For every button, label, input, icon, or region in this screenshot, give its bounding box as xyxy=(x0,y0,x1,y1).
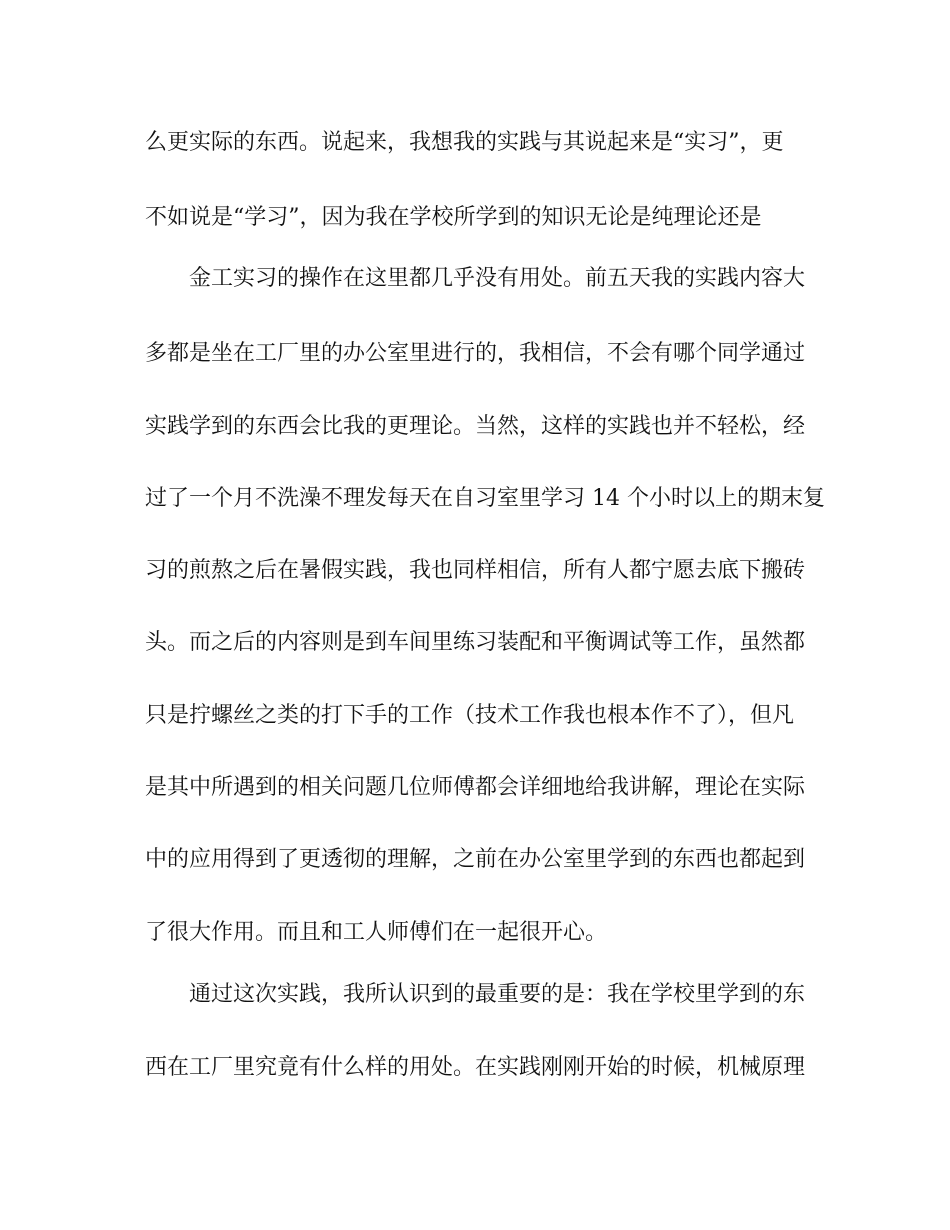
text-line: 中的应用得到了更透彻的理解，之前在办公室里学到的东西也都起到 xyxy=(145,847,806,872)
text-line: 头。而之后的内容则是到车间里练习装配和平衡调试等工作，虽然都 xyxy=(145,630,806,655)
text-line: 实践学到的东西会比我的更理论。当然，这样的实践也并不轻松，经 xyxy=(145,414,806,439)
text-line: 是其中所遇到的相关问题几位师傅都会详细地给我讲解，理论在实际 xyxy=(145,775,806,800)
text-line: 不如说是“学习”，因为我在学校所学到的知识无论是纯理论还是 xyxy=(145,205,762,230)
text-line: 多都是坐在工厂里的办公室里进行的，我相信，不会有哪个同学通过 xyxy=(145,341,806,366)
text-line: 过了一个月不洗澡不理发每天在自习室里学习 14 个小时以上的期末复 xyxy=(145,486,825,511)
text-line: 习的煎熬之后在暑假实践，我也同样相信，所有人都宁愿去底下搬砖 xyxy=(145,558,806,583)
paragraph-start-line: 金工实习的操作在这里都几乎没有用处。前五天我的实践内容大 xyxy=(189,266,806,291)
paragraph-start-line: 通过这次实践，我所认识到的最重要的是：我在学校里学到的东 xyxy=(189,982,806,1007)
text-line: 西在工厂里究竟有什么样的用处。在实践刚刚开始的时候，机械原理 xyxy=(145,1055,806,1080)
text-line: 么更实际的东西。说起来，我想我的实践与其说起来是“实习”，更 xyxy=(145,130,784,155)
text-line: 只是拧螺丝之类的打下手的工作（技术工作我也根本作不了），但凡 xyxy=(145,703,795,728)
text-line: 了很大作用。而且和工人师傅们在一起很开心。 xyxy=(145,920,608,945)
